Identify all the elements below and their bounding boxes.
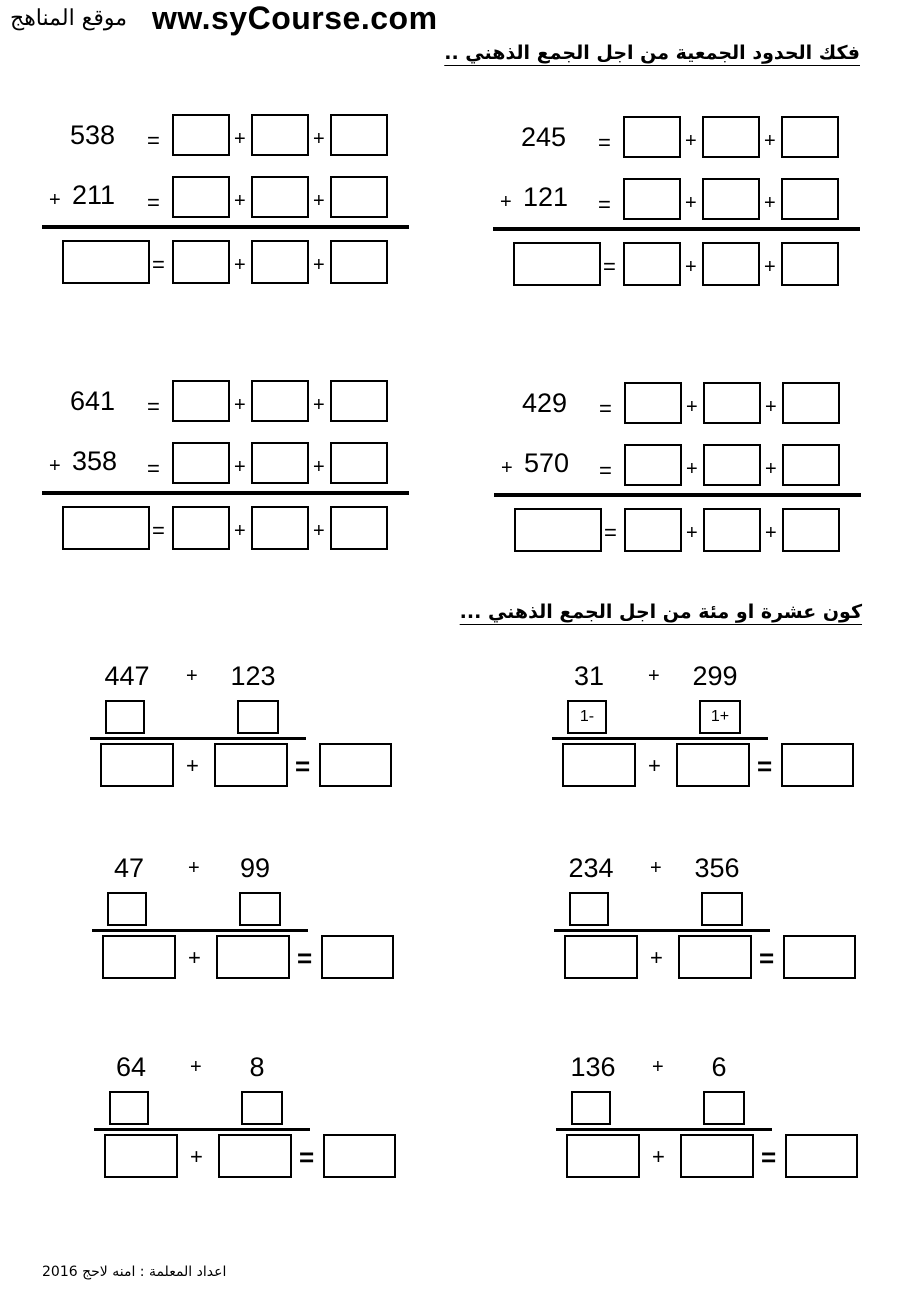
addend-top: 641 [70,386,116,416]
plus-sign: + [652,1056,664,1078]
sum-line [554,929,770,932]
plus-sign: + [313,128,325,150]
addend-b: 299 [692,661,738,691]
equals-sign: = [152,518,165,543]
plus-sign: + [648,753,661,778]
addend-a: 64 [115,1052,147,1082]
answer-box[interactable] [624,508,682,552]
answer-box[interactable] [703,382,761,424]
equals-sign: = [757,751,773,781]
plus-sign: + [648,665,660,687]
plus-sign: + [188,945,201,970]
plus-sign: + [501,457,513,479]
addend-bottom: 570 [524,448,570,478]
plus-sign: + [764,192,776,214]
result-box[interactable] [321,935,394,979]
plus-sign: + [234,128,246,150]
answer-box[interactable] [251,176,309,218]
plus-sign: + [313,394,325,416]
site-name-arabic: موقع المناهج [10,6,128,31]
adjust-box-a[interactable] [105,700,145,734]
answer-box[interactable] [782,444,840,486]
equals-sign: = [759,943,775,973]
answer-box[interactable] [330,442,388,484]
plus-sign: + [313,254,325,276]
plus-sign: + [650,945,663,970]
new-addend-box[interactable] [564,935,638,979]
equals-sign: = [599,458,612,483]
plus-sign: + [188,857,200,879]
sum-line [42,491,409,495]
section1-title: فكك الحدود الجمعية من اجل الجمع الذهني .. [444,42,860,64]
new-addend-box[interactable] [100,743,174,787]
result-box[interactable] [785,1134,858,1178]
result-box[interactable] [783,935,856,979]
new-addend-box[interactable] [214,743,288,787]
answer-box[interactable] [623,116,681,158]
equals-sign: = [147,190,160,215]
sum-line [494,493,861,497]
answer-box[interactable] [702,242,760,286]
result-box[interactable] [323,1134,396,1178]
plus-sign: + [685,192,697,214]
plus-sign: + [186,753,199,778]
addend-b: 123 [230,661,276,691]
adjust-box-a[interactable] [107,892,147,926]
answer-box[interactable] [251,506,309,550]
addend-a: 47 [113,853,145,883]
answer-box[interactable] [172,380,230,422]
plus-sign: + [234,254,246,276]
adjust-box-b[interactable] [703,1091,745,1125]
plus-sign: + [500,191,512,213]
plus-sign: + [685,256,697,278]
site-url: ww.syCourse.com [152,0,438,36]
footer-credit: اعداد المعلمة : امنه لاحج 2016 [42,1264,227,1280]
plus-sign: + [234,520,246,542]
plus-sign: + [764,256,776,278]
plus-sign: + [313,190,325,212]
plus-sign: + [685,130,697,152]
adjust-box-b[interactable]: 1+ [699,700,741,734]
adjust-box-b[interactable] [239,892,281,926]
sum-line [90,737,306,740]
equals-sign: = [598,192,611,217]
equals-sign: = [147,394,160,419]
adjust-box-a[interactable] [569,892,609,926]
section2-title: كون عشرة او مئة من اجل الجمع الذهني ... [459,601,862,623]
new-addend-box[interactable] [218,1134,292,1178]
equals-sign: = [299,1142,315,1172]
answer-box[interactable] [172,176,230,218]
plus-sign: + [686,522,698,544]
plus-sign: + [313,520,325,542]
answer-box[interactable] [623,242,681,286]
addend-a: 136 [570,1052,616,1082]
answer-box[interactable] [330,114,388,156]
plus-sign: + [650,857,662,879]
answer-box[interactable] [781,178,839,220]
new-addend-box[interactable] [678,935,752,979]
answer-box[interactable] [330,240,388,284]
adjust-box-b[interactable] [701,892,743,926]
addend-top: 538 [70,120,116,150]
answer-box[interactable] [702,178,760,220]
answer-box[interactable] [330,380,388,422]
plus-sign: + [652,1144,665,1169]
equals-sign: = [147,128,160,153]
addend-a: 447 [104,661,150,691]
equals-sign: = [147,456,160,481]
plus-sign: + [190,1056,202,1078]
plus-sign: + [765,522,777,544]
plus-sign: + [234,190,246,212]
plus-sign: + [49,189,61,211]
addend-b: 6 [711,1052,727,1082]
plus-sign: + [234,394,246,416]
addend-top: 245 [521,122,567,152]
equals-sign: = [598,130,611,155]
addend-b: 356 [694,853,740,883]
adjust-box-a[interactable]: 1- [567,700,607,734]
sum-line [552,737,768,740]
answer-box[interactable] [330,506,388,550]
sum-line [92,929,308,932]
answer-box[interactable] [782,382,840,424]
answer-box[interactable] [703,444,761,486]
answer-box[interactable] [172,114,230,156]
answer-box[interactable] [251,380,309,422]
equals-sign: = [152,252,165,277]
equals-sign: = [297,943,313,973]
result-box[interactable] [781,743,854,787]
addend-top: 429 [522,388,568,418]
answer-box[interactable] [623,178,681,220]
equals-sign: = [603,254,616,279]
answer-box[interactable] [624,382,682,424]
equals-sign: = [761,1142,777,1172]
equals-sign: = [599,396,612,421]
plus-sign: + [234,456,246,478]
sum-line [493,227,860,231]
sum-box[interactable] [62,506,150,550]
sum-box[interactable] [514,508,602,552]
answer-box[interactable] [781,242,839,286]
plus-sign: + [186,665,198,687]
answer-box[interactable] [702,116,760,158]
addend-b: 99 [239,853,271,883]
plus-sign: + [765,396,777,418]
plus-sign: + [686,396,698,418]
sum-line [94,1128,310,1131]
plus-sign: + [765,458,777,480]
answer-box[interactable] [172,506,230,550]
adjust-box-b[interactable] [241,1091,283,1125]
answer-box[interactable] [782,508,840,552]
answer-box[interactable] [251,240,309,284]
sum-box[interactable] [513,242,601,286]
adjust-box-b[interactable] [237,700,279,734]
result-box[interactable] [319,743,392,787]
new-addend-box[interactable] [566,1134,640,1178]
plus-sign: + [190,1144,203,1169]
adjust-box-a[interactable] [109,1091,149,1125]
new-addend-box[interactable] [104,1134,178,1178]
answer-box[interactable] [251,442,309,484]
plus-sign: + [313,456,325,478]
answer-box[interactable] [624,444,682,486]
addend-a: 234 [568,853,614,883]
addend-a: 31 [573,661,605,691]
new-addend-box[interactable] [680,1134,754,1178]
addend-bottom: 358 [72,446,118,476]
new-addend-box[interactable] [102,935,176,979]
equals-sign: = [604,520,617,545]
sum-line [556,1128,772,1131]
new-addend-box[interactable] [216,935,290,979]
new-addend-box[interactable] [562,743,636,787]
sum-box[interactable] [62,240,150,284]
answer-box[interactable] [703,508,761,552]
addend-b: 8 [249,1052,265,1082]
answer-box[interactable] [172,442,230,484]
answer-box[interactable] [330,176,388,218]
new-addend-box[interactable] [676,743,750,787]
plus-sign: + [686,458,698,480]
addend-bottom: 211 [72,180,116,210]
answer-box[interactable] [781,116,839,158]
answer-box[interactable] [251,114,309,156]
sum-line [42,225,409,229]
addend-bottom: 121 [523,182,569,212]
equals-sign: = [295,751,311,781]
adjust-box-a[interactable] [571,1091,611,1125]
plus-sign: + [49,455,61,477]
plus-sign: + [764,130,776,152]
answer-box[interactable] [172,240,230,284]
